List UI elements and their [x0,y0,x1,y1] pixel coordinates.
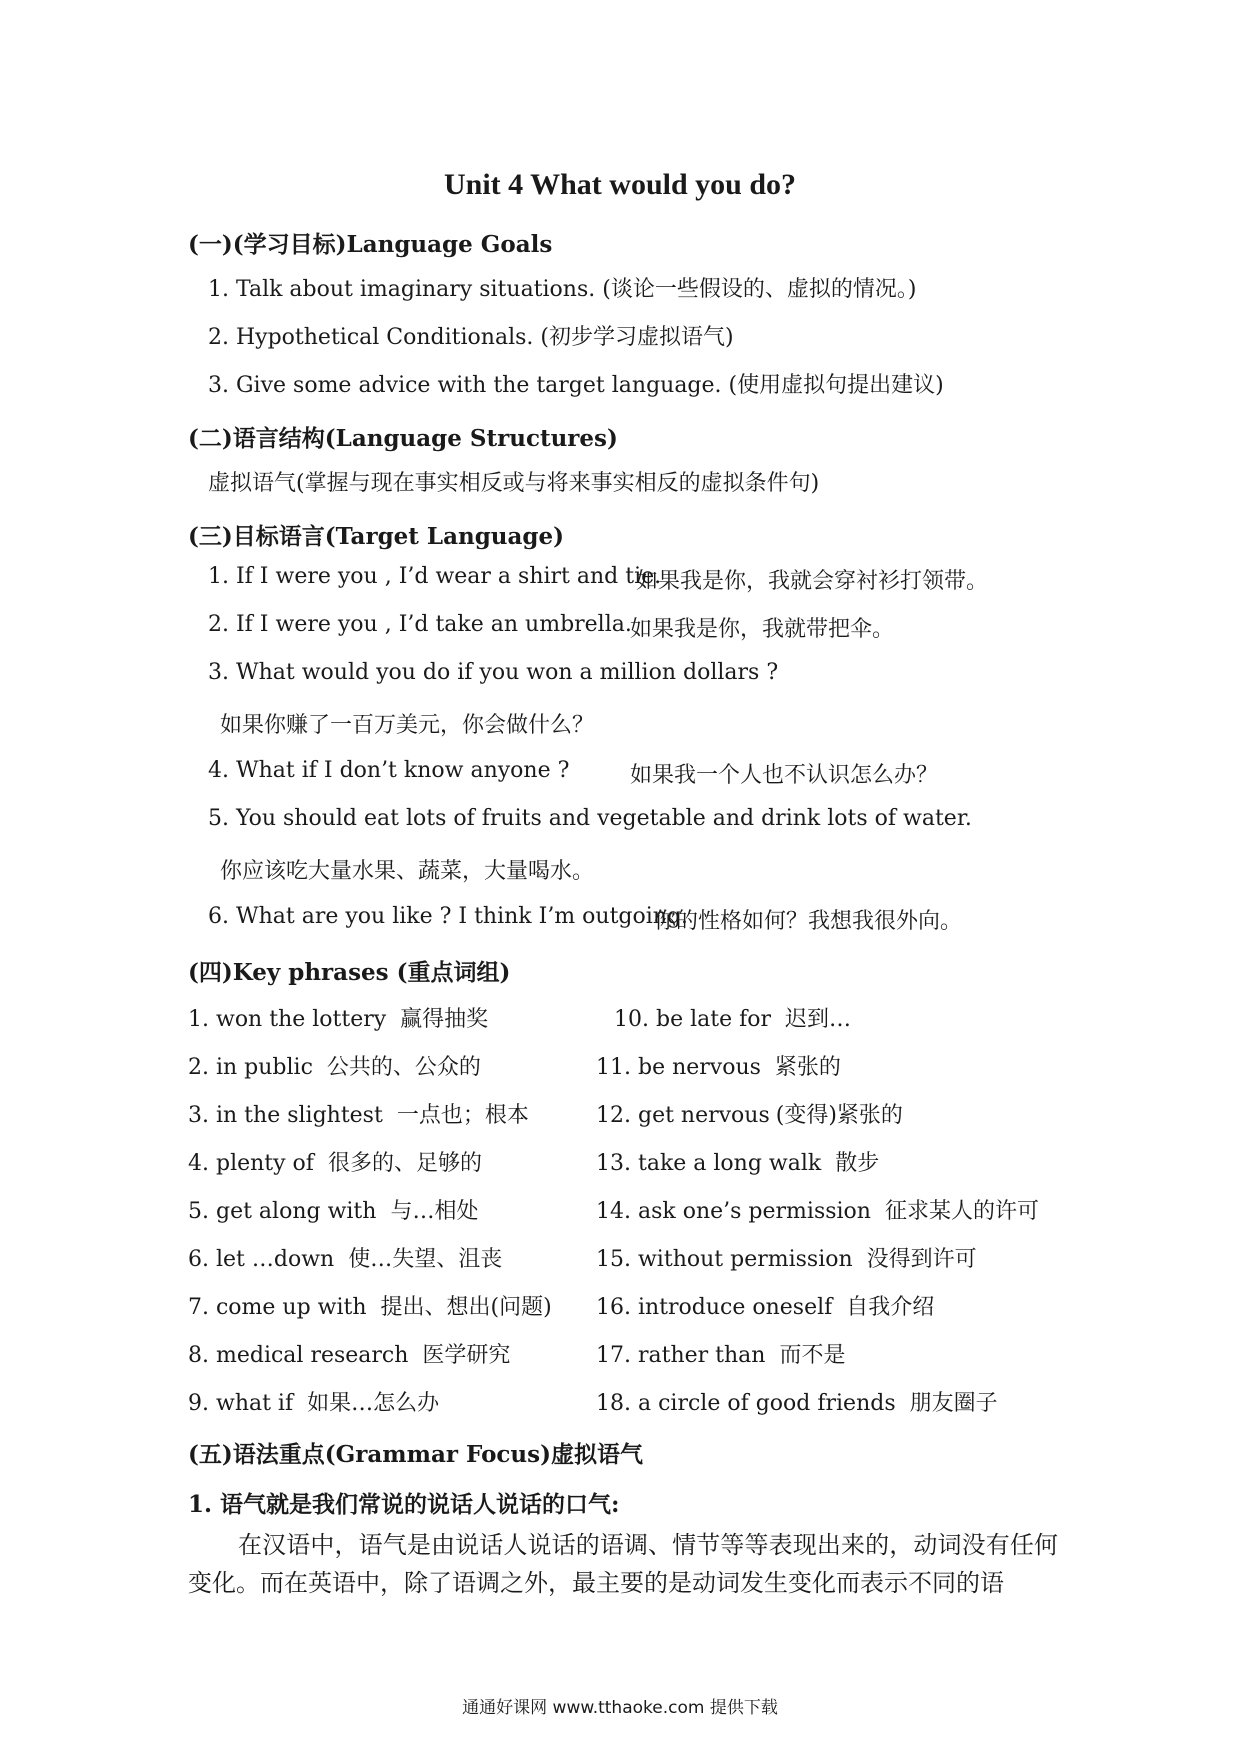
phrase-item [188,1338,510,1369]
phrase-en: 7. come up with [188,1295,367,1320]
phrase-item [596,1386,998,1417]
phrase-en: 12. get nervous [596,1103,770,1128]
phrase-zh: 公共的、公众的 [326,1055,481,1080]
target-sentence-zh: 如果我一个人也不认识怎么办？ [630,763,939,788]
phrase-item [188,1290,552,1321]
phrase-zh: 一点也；根本 [396,1103,529,1128]
target-sentence-en: 2. If I were you , I’d take an umbrella. [208,612,632,637]
phrase-zh: 与…相处 [390,1199,479,1224]
phrase-zh: 朋友圈子 [909,1391,998,1416]
phrase-item [188,1050,481,1081]
grammar-paragraph: 在汉语中，语气是由说话人说话的语调、情节等等表现出来的，动词没有任何变化。而在英语中，除了语调之外，最主要的是动词发生变化而表示不同的语 [188,1531,1058,1597]
phrase-zh: (变得)紧张的 [775,1103,903,1128]
target-sentence-en: 3. What would you do if you won a million dollars ? [208,660,779,685]
phrase-item [188,1098,529,1129]
target-sentence-en: 4. What if I don’t know anyone ? [208,758,570,783]
phrase-en: 3. in the slightest [188,1103,383,1128]
section-heading-target-language: (三)目标语言(Target Language) [188,523,565,550]
target-sentence-zh: 如果你赚了一百万美元，你会做什么？ [220,713,595,738]
phrase-en: 14. ask one’s permission [596,1199,871,1224]
phrase-item [188,1194,478,1225]
phrase-en: 5. get along with [188,1199,377,1224]
phrase-zh: 如果…怎么办 [307,1391,440,1416]
grammar-subheading: 1. 语气就是我们常说的说话人说话的口气: [188,1491,620,1518]
section-heading-language-structures: (二)语言结构(Language Structures) [188,425,618,452]
phrase-item [596,1290,934,1321]
phrase-zh: 而不是 [779,1343,846,1368]
phrase-en: 4. plenty of [188,1151,314,1176]
phrase-item [596,1242,977,1273]
phrase-zh: 紧张的 [774,1055,841,1080]
phrase-item [188,1002,488,1033]
phrase-item [614,1002,851,1033]
target-sentence-zh: 你的性格如何？我想我很外向。 [654,909,963,934]
phrase-zh: 迟到… [785,1007,852,1032]
phrase-en: 2. in public [188,1055,313,1080]
section-heading-language-goals: (一)(学习目标)Language Goals [188,231,553,258]
phrase-item [188,1386,439,1417]
goal-item: 2. Hypothetical Conditionals. (初步学习虚拟语气) [208,325,734,350]
target-sentence-zh: 如果我是你，我就带把伞。 [630,617,895,642]
phrase-zh: 自我介绍 [846,1295,935,1320]
phrase-en: 18. a circle of good friends [596,1391,896,1416]
phrase-item [596,1338,845,1369]
phrase-zh: 赢得抽奖 [400,1007,489,1032]
structure-text: 虚拟语气(掌握与现在事实相反或与将来事实相反的虚拟条件句) [208,471,820,496]
target-sentence-zh: 如果我是你，我就会穿衬衫打领带。 [636,569,989,594]
target-sentence-en: 6. What are you like ? I think I’m outgoing. [208,904,689,929]
phrase-en: 13. take a long walk [596,1151,822,1176]
goal-item: 3. Give some advice with the target language. (使用虚拟句提出建议) [208,373,944,398]
phrase-zh: 征求某人的许可 [884,1199,1039,1224]
page-title: Unit 4 What would you do? [443,168,797,201]
phrase-en: 15. without permission [596,1247,853,1272]
phrase-zh: 没得到许可 [866,1247,977,1272]
phrase-en: 16. introduce oneself [596,1295,833,1320]
phrase-en: 17. rather than [596,1343,766,1368]
phrase-item [596,1146,879,1177]
phrase-en: 11. be nervous [596,1055,761,1080]
section-heading-key-phrases: (四)Key phrases (重点词组) [188,959,511,986]
target-sentence-zh: 你应该吃大量水果、蔬菜，大量喝水。 [220,859,595,884]
phrase-zh: 散步 [835,1151,880,1176]
phrase-item [188,1146,482,1177]
phrase-zh: 很多的、足够的 [327,1151,482,1176]
phrase-item [596,1098,903,1129]
phrase-en: 10. be late for [614,1007,771,1032]
phrase-zh: 使…失望、沮丧 [348,1247,503,1272]
phrase-zh: 提出、想出(问题) [380,1295,552,1320]
phrase-en: 1. won the lottery [188,1007,387,1032]
phrase-item [596,1050,841,1081]
target-sentence-en: 5. You should eat lots of fruits and vegetable and drink lots of water. [208,806,972,831]
section-heading-grammar-focus: (五)语法重点(Grammar Focus)虚拟语气 [188,1441,643,1468]
phrase-en: 6. let …down [188,1247,335,1272]
footer-source: 通通好课网 www.tthaoke.com 提供下载 [462,1698,778,1718]
goal-item: 1. Talk about imaginary situations. (谈论一些假设的、虚拟的情况。) [208,277,917,302]
target-sentence-en: 1. If I were you , I’d wear a shirt and tie. [208,564,662,589]
phrase-item [596,1194,1039,1225]
phrase-item [188,1242,502,1273]
phrase-en: 9. what if [188,1391,294,1416]
phrase-zh: 医学研究 [422,1343,511,1368]
phrase-en: 8. medical research [188,1343,409,1368]
